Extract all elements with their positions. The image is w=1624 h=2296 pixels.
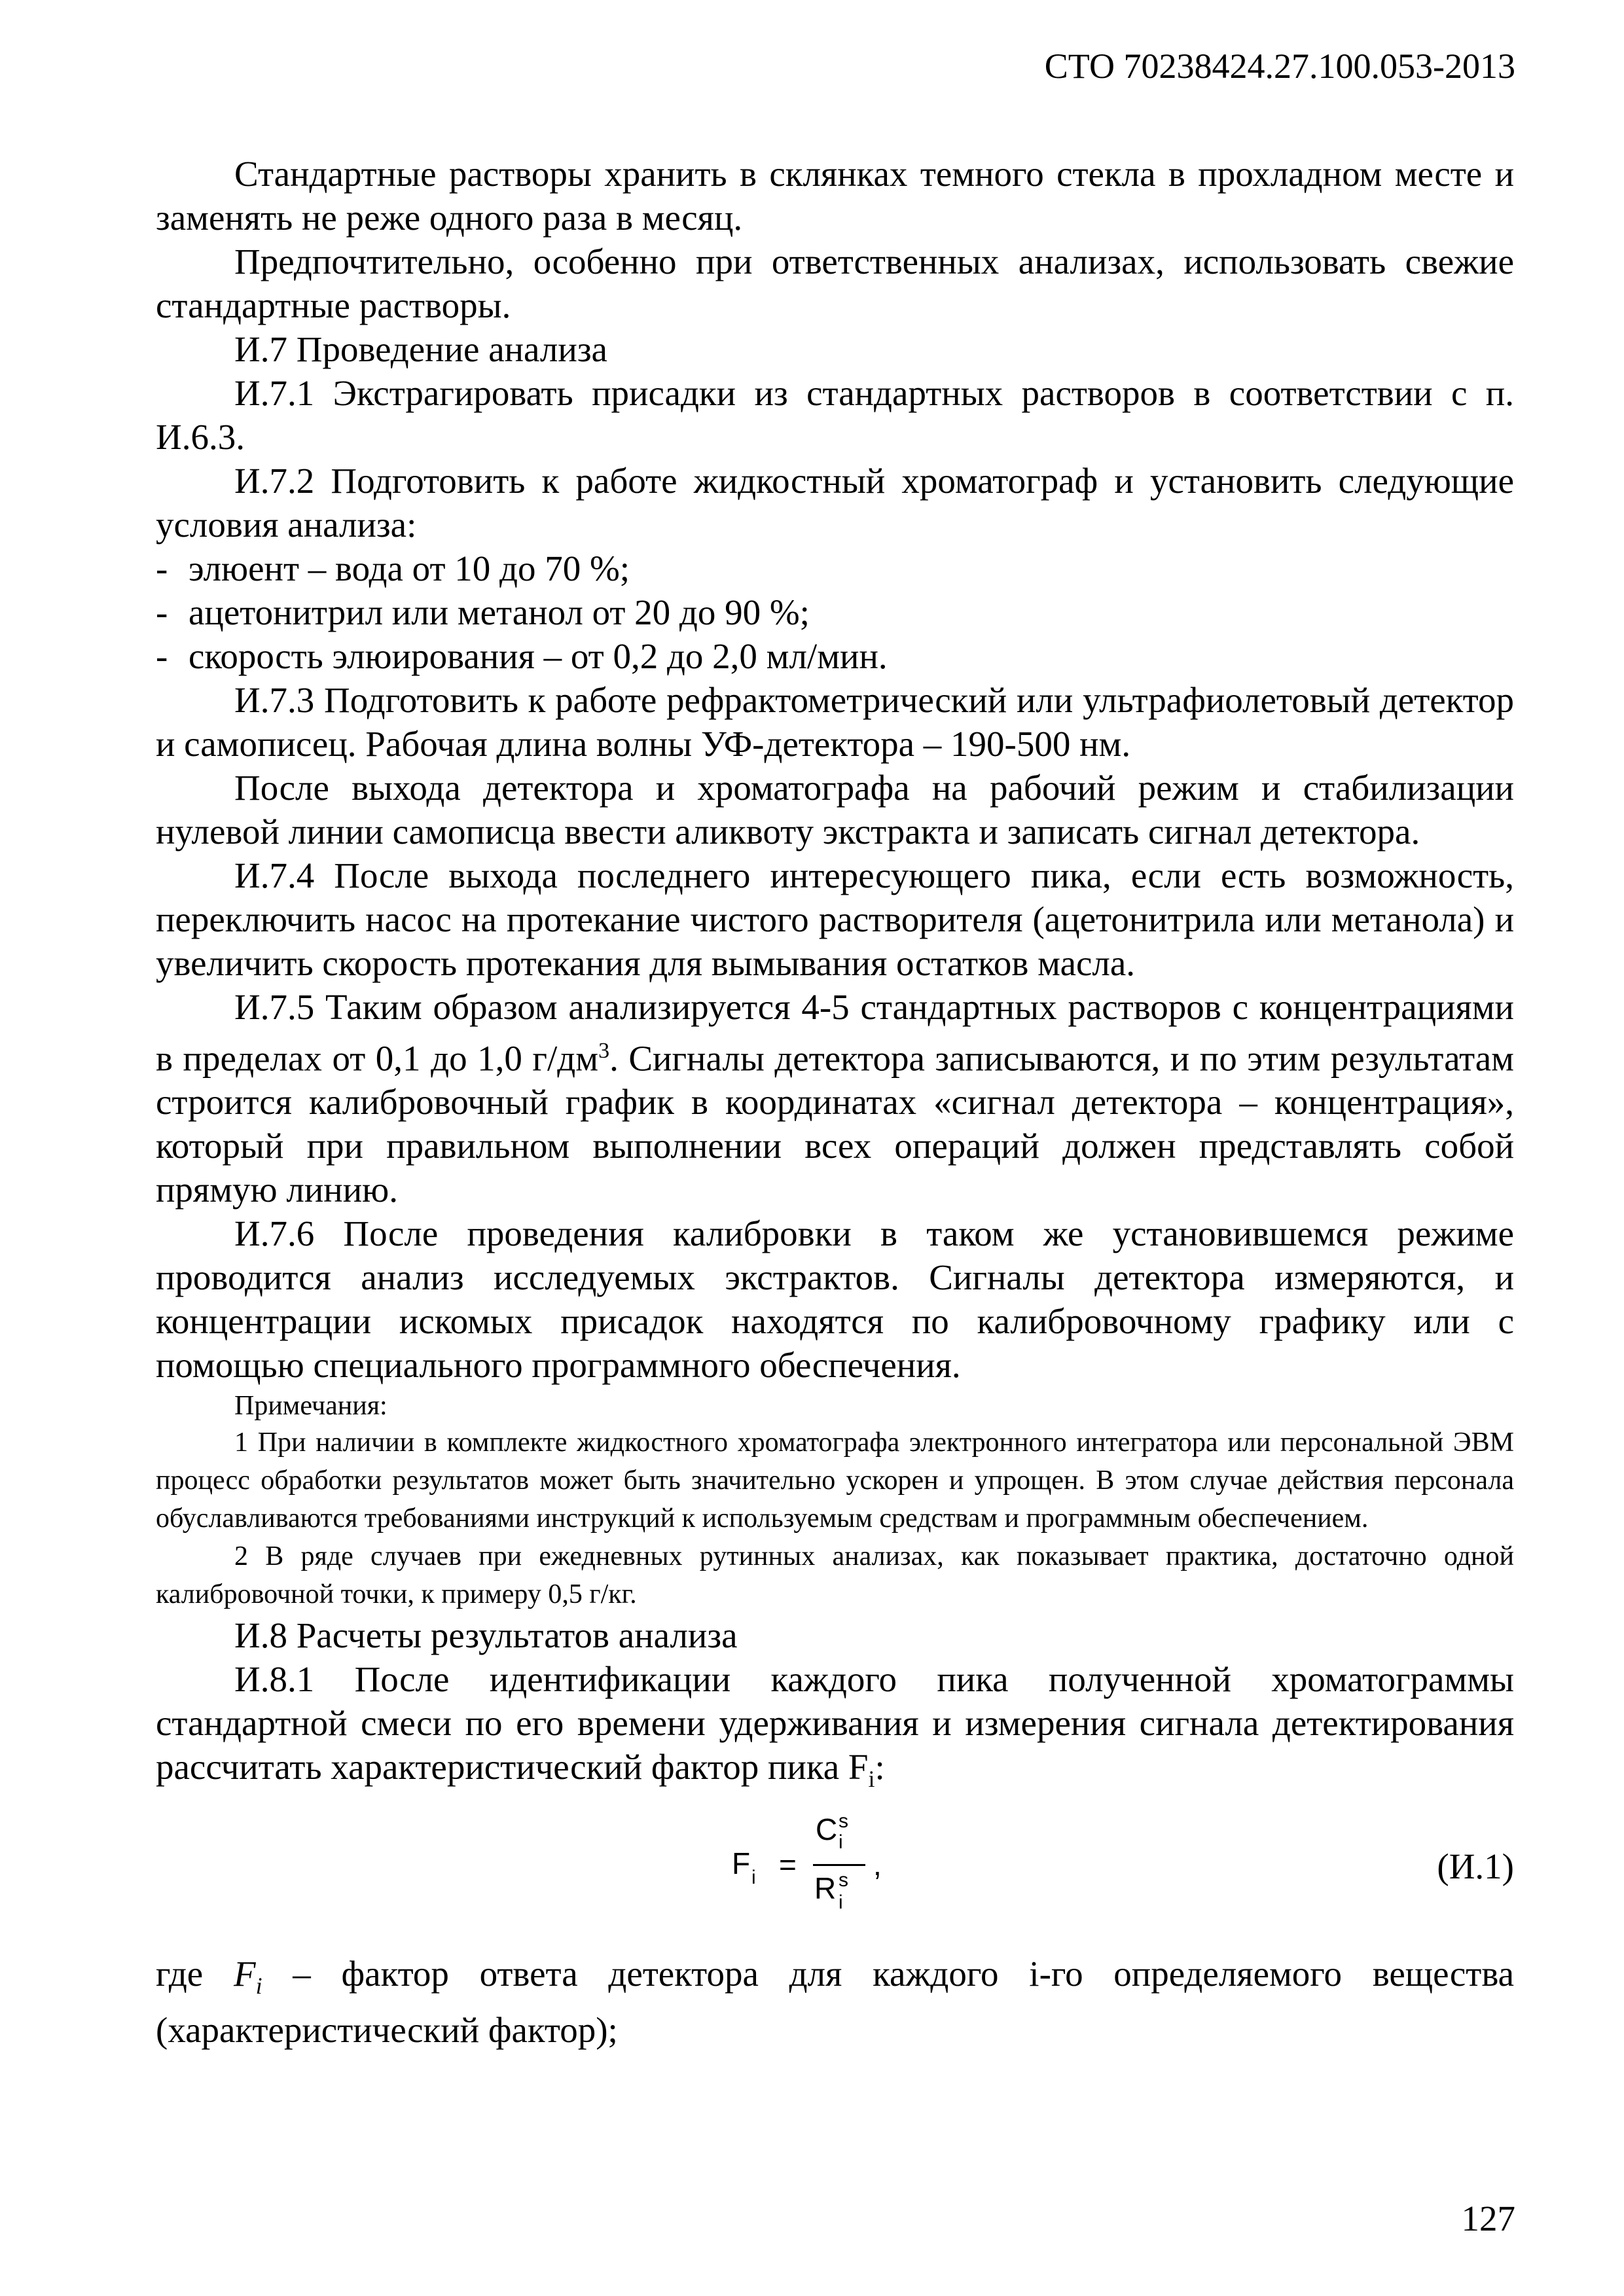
where-word: где [156, 1954, 234, 1994]
formula-block [156, 1805, 1514, 1923]
formula-numerator-sup: s [839, 1810, 848, 1833]
document-body [156, 152, 1514, 2052]
clause-i81 [156, 1657, 1514, 1801]
where-definition: – фактор ответа детектора для каждого i-го определяемого вещества (характеристический фактор); [156, 1954, 1514, 2051]
list-item-text: скорость элюирования – от 0,2 до 2,0 мл/мин. [189, 636, 888, 676]
note-2: 2 В ряде случаев при ежедневных рутинных анализах, как показывает практика, достаточно одной калибровочной точки, к примеру 0,5 г/кг. [156, 1541, 1514, 1610]
list-marker: - [156, 548, 168, 588]
fraction-bar [813, 1864, 865, 1866]
variable-f: F [233, 1954, 256, 1994]
formula-denominator-sup: s [839, 1869, 848, 1892]
list-marker: - [156, 636, 168, 676]
clause-i75-part2: . Сигналы детектора записываются, и по этим результатам строится калибровочный график в координатах «сигнал детектора – концентрация», который при правильном выполнении всех операций должен представлять собой прямую линию. [156, 1038, 1514, 1210]
list-item-text: ацетонитрил или метанол от 20 до 90 %; [189, 592, 810, 632]
section-heading-i8: И.8 Расчеты результатов анализа [234, 1615, 738, 1656]
paragraph-after-detector: После выхода детектора и хроматографа на рабочий режим и стабилизации нулевой линии самописца ввести аликвоту экстракта и записать сигнал детектора. [156, 768, 1514, 852]
formula-comma: , [873, 1848, 882, 1882]
page-number: 127 [1461, 2198, 1515, 2238]
list-item [156, 634, 1514, 678]
clause-i81-text: И.8.1 После идентификации каждого пика полученной хроматограммы стандартной смеси по его времени удерживания и измерения сигнала детектирования рассчитать характеристический фактор пика F [156, 1659, 1514, 1787]
clause-i72: И.7.2 Подготовить к работе жидкостный хроматограф и установить следующие условия анализа: [156, 461, 1514, 545]
paragraph-storage: Стандартные растворы хранить в склянках темного стекла в прохладном месте и заменять не реже одного раза в месяц. [156, 154, 1514, 238]
section-heading-i7: И.7 Проведение анализа [234, 329, 607, 369]
formula-number: (И.1) [1437, 1846, 1514, 1887]
list-item [156, 590, 1514, 634]
clause-i75-part1: И.7.5 Таким образом анализируется 4-5 стандартных растворов с концентрациями в пределах от 0,1 до 1,0 г/дм [156, 987, 1514, 1079]
formula-lhs: F [732, 1846, 751, 1881]
note-1: 1 При наличии в комплекте жидкостного хроматографа электронного интегратора или персональной ЭВМ процесс обработки результатов может быть значительно ускорен и упрощен. В этом случае действия персонала обуславливаются требованиями инструкций к используемым средствам и программным обеспечением. [156, 1427, 1514, 1534]
formula [732, 1805, 994, 1923]
notes-title: Примечания: [234, 1391, 388, 1422]
clause-i73: И.7.3 Подготовить к работе рефрактометрический или ультрафиолетовый детектор и самописец. Рабочая длина волны УФ-детектора – 190-500 нм. [156, 680, 1514, 764]
formula-equals: = [779, 1848, 797, 1882]
document-code: СТО 70238424.27.100.053-2013 [1044, 46, 1515, 86]
clause-i81-colon: : [875, 1747, 885, 1787]
clause-i76: И.7.6 После проведения калибровки в таком же установившемся режиме проводится анализ исследуемых экстрактов. Сигналы детектора измеряются, и концентрации искомых присадок находятся по калибровочному графику или с помощью специального программного обеспечения. [156, 1213, 1514, 1386]
formula-denominator-sub: i [839, 1892, 843, 1914]
formula-denominator: R [814, 1871, 837, 1906]
list-item [156, 547, 1514, 590]
superscript: 3 [598, 1039, 610, 1063]
formula-lhs-sub: i [751, 1867, 756, 1889]
subscript: i [868, 1766, 875, 1793]
clause-i74: И.7.4 После выхода последнего интересующего пика, если есть возможность, переключить насос на протекание чистого растворителя (ацетонитрила или метанола) и увеличить скорость протекания для вымывания остатков масла. [156, 855, 1514, 983]
formula-numerator-sub: i [839, 1831, 843, 1854]
variable-f-sub: i [255, 1973, 262, 2000]
formula-numerator: C [816, 1812, 838, 1847]
clause-i75 [156, 985, 1514, 1211]
paragraph-fresh-solutions: Предпочтительно, особенно при ответственных анализах, использовать свежие стандартные растворы. [156, 242, 1514, 325]
list-marker: - [156, 592, 168, 632]
list-item-text: элюент – вода от 10 до 70 %; [189, 548, 630, 588]
clause-i71: И.7.1 Экстрагировать присадки из стандартных растворов в соответствии с п. И.6.3. [156, 373, 1514, 457]
paragraph-where [156, 1952, 1514, 2052]
